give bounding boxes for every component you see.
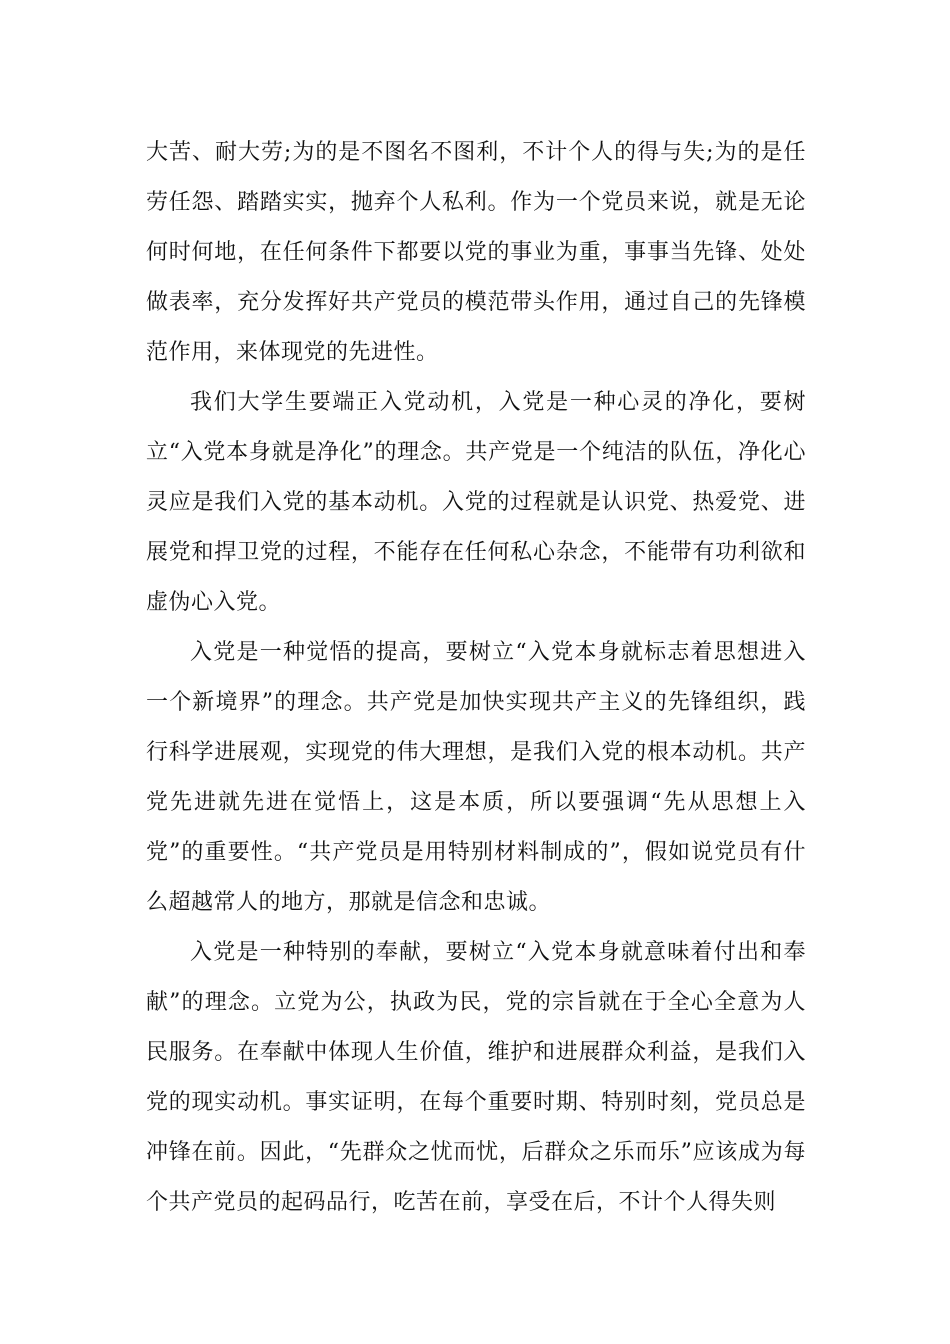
paragraph-4: 入党是一种特别的奉献，要树立“入党本身就意味着付出和奉献”的理念。立党为公，执政为民，党的宗旨就在于全心全意为人民服务。在奉献中体现人生价值，维护和进展群众利益，是我们入党的现实动机。事实证明，在每个重要时期、特别时刻，党员总是冲锋在前。因此，“先群众之忧而忧，后群众之乐而乐”应该成为每个共产党员的起码品行，吃苦在前，享受在后，不计个人得失则 <box>146 940 806 1215</box>
document-body <box>146 128 806 1228</box>
paragraph-3: 入党是一种觉悟的提高，要树立“入党本身就标志着思想进入一个新境界”的理念。共产党是加快实现共产主义的先锋组织，践行科学进展观，实现党的伟大理想，是我们入党的根本动机。共产党先进就先进在觉悟上，这是本质，所以要强调“先从思想上入党”的重要性。“共产党员是用特别材料制成的”，假如说党员有什么超越常人的地方，那就是信念和忠诚。 <box>146 640 806 915</box>
paragraph-1: 大苦、耐大劳;为的是不图名不图利，不计个人的得与失;为的是任劳任怨、踏踏实实，抛弃个人私利。作为一个党员来说，就是无论何时何地，在任何条件下都要以党的事业为重，事事当先锋、处处做表率，充分发挥好共产党员的模范带头作用，通过自己的先锋模范作用，来体现党的先进性。 <box>146 140 806 365</box>
paragraph-2: 我们大学生要端正入党动机，入党是一种心灵的净化，要树立“入党本身就是净化”的理念。共产党是一个纯洁的队伍，净化心灵应是我们入党的基本动机。入党的过程就是认识党、热爱党、进展党和捍卫党的过程，不能存在任何私心杂念，不能带有功利欲和虚伪心入党。 <box>146 390 806 615</box>
